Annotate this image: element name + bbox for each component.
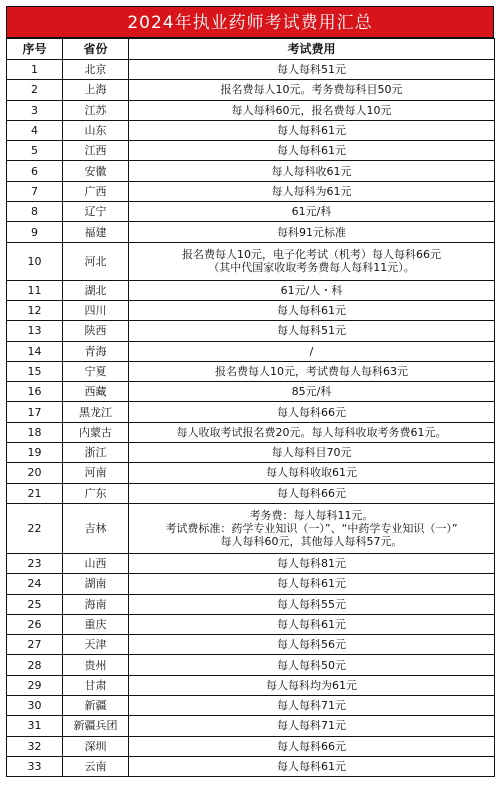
fee-line: 每人每科51元 xyxy=(277,324,346,338)
cell-no: 26 xyxy=(7,614,63,634)
cell-fee xyxy=(129,463,495,483)
cell-no: 28 xyxy=(7,655,63,675)
cell-fee xyxy=(129,141,495,161)
cell-no: 22 xyxy=(7,503,63,553)
cell-no: 27 xyxy=(7,635,63,655)
cell-province: 天津 xyxy=(63,635,129,655)
cell-no: 4 xyxy=(7,120,63,140)
cell-fee xyxy=(129,321,495,341)
cell-no: 25 xyxy=(7,594,63,614)
table-row xyxy=(7,716,495,736)
cell-no: 31 xyxy=(7,716,63,736)
table-row xyxy=(7,382,495,402)
cell-fee xyxy=(129,202,495,222)
table-row xyxy=(7,402,495,422)
cell-province: 上海 xyxy=(63,80,129,100)
cell-no: 3 xyxy=(7,100,63,120)
table-row xyxy=(7,635,495,655)
fee-line: 每人每科50元 xyxy=(277,658,346,672)
table-row xyxy=(7,483,495,503)
table-row xyxy=(7,594,495,614)
fee-line: 每人每科61元 xyxy=(277,617,346,631)
cell-province: 云南 xyxy=(63,756,129,776)
cell-no: 18 xyxy=(7,422,63,442)
table-row xyxy=(7,141,495,161)
cell-fee xyxy=(129,382,495,402)
cell-no: 30 xyxy=(7,696,63,716)
cell-no: 13 xyxy=(7,321,63,341)
table-row xyxy=(7,553,495,573)
table-row xyxy=(7,161,495,181)
cell-no: 17 xyxy=(7,402,63,422)
cell-province: 山东 xyxy=(63,120,129,140)
cell-no: 16 xyxy=(7,382,63,402)
cell-no: 12 xyxy=(7,300,63,320)
cell-fee xyxy=(129,736,495,756)
cell-fee xyxy=(129,553,495,573)
table-row xyxy=(7,202,495,222)
table-row xyxy=(7,222,495,242)
cell-province: 广西 xyxy=(63,181,129,201)
fee-line: 每人每科71元 xyxy=(277,699,346,713)
cell-no: 24 xyxy=(7,574,63,594)
cell-province: 四川 xyxy=(63,300,129,320)
cell-fee xyxy=(129,635,495,655)
cell-fee xyxy=(129,402,495,422)
cell-province: 内蒙古 xyxy=(63,422,129,442)
cell-fee xyxy=(129,716,495,736)
cell-no: 29 xyxy=(7,675,63,695)
cell-province: 黑龙江 xyxy=(63,402,129,422)
cell-fee xyxy=(129,280,495,300)
fee-line: 每人每科均为61元 xyxy=(266,678,357,692)
fee-line: （其中代国家收取考务费每人每科11元）。 xyxy=(208,261,415,275)
fee-line: 每人每科66元 xyxy=(277,405,346,419)
cell-fee xyxy=(129,341,495,361)
fee-line: 考试费标准：药学专业知识（一）”、“中药学专业知识（一）” xyxy=(165,521,458,535)
fee-line: 每人每科为61元 xyxy=(271,184,352,198)
table-row xyxy=(7,120,495,140)
fee-line: / xyxy=(309,344,314,358)
cell-fee xyxy=(129,696,495,716)
cell-province: 重庆 xyxy=(63,614,129,634)
cell-fee xyxy=(129,675,495,695)
fee-line: 每人每科61元 xyxy=(277,760,346,774)
cell-no: 19 xyxy=(7,443,63,463)
cell-no: 2 xyxy=(7,80,63,100)
fee-line: 61元/人・科 xyxy=(280,283,343,297)
fee-line: 每人收取考试报名费20元。每人每科收取考务费61元。 xyxy=(176,425,447,439)
cell-fee xyxy=(129,594,495,614)
fee-line: 61元/科 xyxy=(291,205,332,219)
cell-no: 6 xyxy=(7,161,63,181)
cell-province: 山西 xyxy=(63,553,129,573)
fee-line: 每人每科66元 xyxy=(277,739,346,753)
cell-province: 江苏 xyxy=(63,100,129,120)
cell-no: 23 xyxy=(7,553,63,573)
cell-no: 7 xyxy=(7,181,63,201)
table-row xyxy=(7,675,495,695)
cell-province: 福建 xyxy=(63,222,129,242)
fee-line: 每人每科61元 xyxy=(277,144,346,158)
table-row xyxy=(7,696,495,716)
cell-province: 深圳 xyxy=(63,736,129,756)
cell-no: 1 xyxy=(7,60,63,80)
cell-province: 河南 xyxy=(63,463,129,483)
fee-line: 考务费：每人每科11元。 xyxy=(249,508,374,522)
fee-line: 每人每科66元 xyxy=(277,486,346,500)
cell-fee xyxy=(129,655,495,675)
cell-province: 辽宁 xyxy=(63,202,129,222)
fee-line: 每人每科收取61元 xyxy=(266,466,357,480)
cell-fee xyxy=(129,614,495,634)
cell-province: 西藏 xyxy=(63,382,129,402)
table-row xyxy=(7,100,495,120)
cell-fee xyxy=(129,361,495,381)
cell-no: 8 xyxy=(7,202,63,222)
fee-line: 每人每科55元 xyxy=(277,597,346,611)
header-no: 序号 xyxy=(7,39,63,60)
cell-fee xyxy=(129,422,495,442)
fee-line: 每人每科61元 xyxy=(277,304,346,318)
cell-fee xyxy=(129,503,495,553)
fee-table xyxy=(6,38,495,777)
cell-no: 20 xyxy=(7,463,63,483)
cell-fee xyxy=(129,181,495,201)
cell-fee xyxy=(129,161,495,181)
cell-province: 甘肃 xyxy=(63,675,129,695)
fee-line: 每人每科61元 xyxy=(277,577,346,591)
cell-fee xyxy=(129,222,495,242)
cell-no: 32 xyxy=(7,736,63,756)
cell-province: 河北 xyxy=(63,242,129,280)
cell-fee xyxy=(129,300,495,320)
table-row xyxy=(7,655,495,675)
table-row xyxy=(7,280,495,300)
cell-no: 5 xyxy=(7,141,63,161)
cell-province: 吉林 xyxy=(63,503,129,553)
fee-line: 每人每科60元，报名费每人10元 xyxy=(231,103,392,117)
fee-line: 每人每科目70元 xyxy=(271,446,352,460)
table-row xyxy=(7,574,495,594)
table-row xyxy=(7,736,495,756)
cell-no: 15 xyxy=(7,361,63,381)
fee-line: 每科91元标准 xyxy=(277,225,346,239)
fee-line: 每人每科收61元 xyxy=(271,164,352,178)
cell-province: 广东 xyxy=(63,483,129,503)
table-row xyxy=(7,503,495,553)
cell-province: 新疆兵团 xyxy=(63,716,129,736)
fee-line: 每人每科81元 xyxy=(277,557,346,571)
cell-province: 北京 xyxy=(63,60,129,80)
cell-fee xyxy=(129,443,495,463)
cell-province: 湖北 xyxy=(63,280,129,300)
cell-no: 10 xyxy=(7,242,63,280)
table-row xyxy=(7,242,495,280)
cell-province: 安徽 xyxy=(63,161,129,181)
table-row xyxy=(7,300,495,320)
fee-line: 报名费每人10元，考试费每人每科63元 xyxy=(215,365,408,378)
fee-line: 每人每科71元 xyxy=(277,719,346,733)
header-fee: 考试费用 xyxy=(129,39,495,60)
fee-line: 每人每科51元 xyxy=(277,63,346,77)
fee-summary-document xyxy=(6,6,494,777)
table-row xyxy=(7,756,495,776)
table-header-row xyxy=(7,39,495,60)
cell-no: 33 xyxy=(7,756,63,776)
cell-province: 贵州 xyxy=(63,655,129,675)
table-row xyxy=(7,80,495,100)
table-row xyxy=(7,341,495,361)
cell-province: 浙江 xyxy=(63,443,129,463)
fee-line: 每人每科60元，其他每人每科57元。 xyxy=(220,534,403,548)
fee-line: 报名费每人10元，电子化考试（机考）每人每科66元 xyxy=(182,248,441,262)
cell-fee xyxy=(129,574,495,594)
table-row xyxy=(7,614,495,634)
cell-fee xyxy=(129,80,495,100)
fee-line: 每人每科56元 xyxy=(277,638,346,652)
cell-fee xyxy=(129,120,495,140)
table-row xyxy=(7,443,495,463)
cell-province: 陕西 xyxy=(63,321,129,341)
fee-line: 每人每科61元 xyxy=(277,124,346,138)
table-body xyxy=(7,60,495,777)
cell-province: 宁夏 xyxy=(63,361,129,381)
cell-province: 海南 xyxy=(63,594,129,614)
cell-fee xyxy=(129,756,495,776)
cell-fee xyxy=(129,100,495,120)
document-title: 2024年执业药师考试费用汇总 xyxy=(6,6,494,38)
cell-province: 江西 xyxy=(63,141,129,161)
table-row xyxy=(7,361,495,381)
cell-no: 11 xyxy=(7,280,63,300)
table-row xyxy=(7,422,495,442)
fee-line: 报名费每人10元。考务费每科目50元 xyxy=(220,83,403,97)
table-row xyxy=(7,321,495,341)
cell-province: 湖南 xyxy=(63,574,129,594)
cell-no: 9 xyxy=(7,222,63,242)
cell-fee xyxy=(129,60,495,80)
cell-fee xyxy=(129,242,495,280)
cell-province: 新疆 xyxy=(63,696,129,716)
table-row xyxy=(7,463,495,483)
fee-line: 85元/科 xyxy=(291,385,332,399)
cell-province: 青海 xyxy=(63,341,129,361)
cell-no: 21 xyxy=(7,483,63,503)
cell-no: 14 xyxy=(7,341,63,361)
header-province: 省份 xyxy=(63,39,129,60)
table-row xyxy=(7,60,495,80)
table-row xyxy=(7,181,495,201)
cell-fee xyxy=(129,483,495,503)
